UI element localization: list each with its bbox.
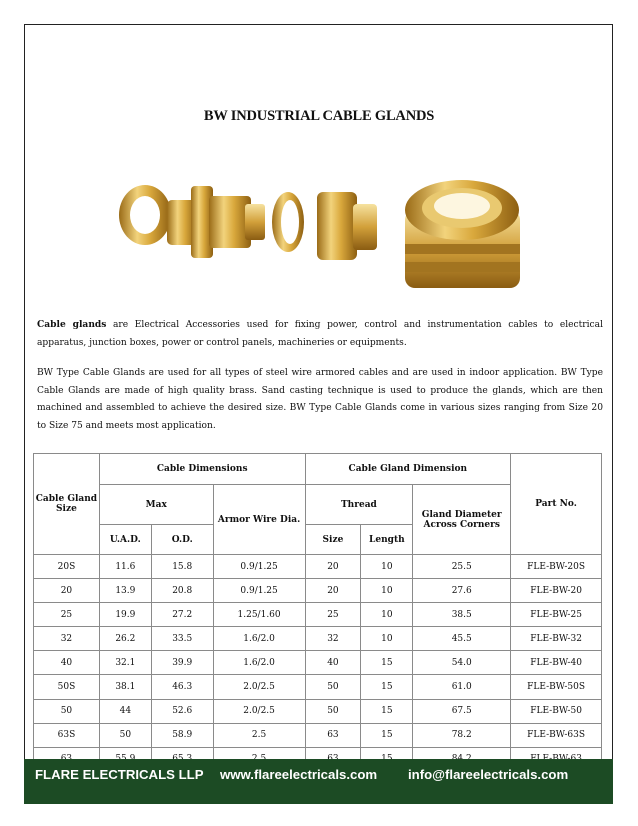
header-thread: Thread [305, 485, 413, 525]
cell-size: 50 [34, 699, 100, 723]
cell-thread-length: 15 [361, 651, 413, 675]
table-row [34, 651, 602, 675]
header-od: O.D. [151, 525, 213, 555]
cell-uad: 11.6 [99, 555, 151, 579]
header-uad: U.A.D. [99, 525, 151, 555]
cell-gland-diameter: 45.5 [413, 627, 511, 651]
cell-od: 20.8 [151, 579, 213, 603]
footer-website[interactable]: www.flareelectricals.com [220, 767, 378, 782]
table-row [34, 723, 602, 747]
table-row [34, 675, 602, 699]
cell-armor: 1.6/2.0 [213, 651, 305, 675]
cell-armor: 2.0/2.5 [213, 675, 305, 699]
cell-thread-size: 50 [305, 675, 361, 699]
cell-thread-size: 32 [305, 627, 361, 651]
cell-od: 52.6 [151, 699, 213, 723]
cell-part-no: FLE-BW-50S [511, 675, 602, 699]
cell-thread-length: 15 [361, 699, 413, 723]
footer-company: FLARE ELECTRICALS LLP [35, 767, 204, 782]
cell-size: 63S [34, 723, 100, 747]
cell-part-no: FLE-BW-63S [511, 723, 602, 747]
intro-paragraph [37, 316, 603, 352]
cell-od: 46.3 [151, 675, 213, 699]
specification-table [33, 453, 602, 772]
cell-thread-size: 63 [305, 723, 361, 747]
cell-size: 40 [34, 651, 100, 675]
header-thread-length: Length [361, 525, 413, 555]
cell-od: 39.9 [151, 651, 213, 675]
cell-uad: 38.1 [99, 675, 151, 699]
cell-od: 58.9 [151, 723, 213, 747]
cell-part-no: FLE-BW-50 [511, 699, 602, 723]
cell-uad: 26.2 [99, 627, 151, 651]
cell-thread-length: 15 [361, 675, 413, 699]
header-thread-size: Size [305, 525, 361, 555]
page-title: BW INDUSTRIAL CABLE GLANDS [203, 108, 435, 124]
cell-uad: 44 [99, 699, 151, 723]
cell-thread-size: 50 [305, 699, 361, 723]
cell-thread-length: 10 [361, 579, 413, 603]
table-row [34, 699, 602, 723]
cell-uad: 50 [99, 723, 151, 747]
header-size: Cable Gland Size [34, 454, 100, 555]
cell-size: 20 [34, 579, 100, 603]
cell-thread-size: 20 [305, 579, 361, 603]
header-gland-diameter: Gland Diameter Across Corners [413, 485, 511, 555]
cell-armor: 1.25/1.60 [213, 603, 305, 627]
cell-part-no: FLE-BW-40 [511, 651, 602, 675]
cell-armor: 2.0/2.5 [213, 699, 305, 723]
intro-text: are Electrical Accessories used for fixing power, control and instrumentation cables to electrical apparatus, junction boxes, power or control panels, machineries or equipments. [37, 320, 603, 348]
cell-size: 20S [34, 555, 100, 579]
cell-gland-diameter: 78.2 [413, 723, 511, 747]
cell-part-no: FLE-BW-32 [511, 627, 602, 651]
cell-thread-size: 25 [305, 603, 361, 627]
header-gland-dimension: Cable Gland Dimension [305, 454, 511, 485]
header-part-no: Part No. [511, 454, 602, 555]
cell-size: 25 [34, 603, 100, 627]
cell-armor: 1.6/2.0 [213, 627, 305, 651]
cell-gland-diameter: 54.0 [413, 651, 511, 675]
cell-gland-diameter: 67.5 [413, 699, 511, 723]
cell-od: 15.8 [151, 555, 213, 579]
cell-gland-diameter: 27.6 [413, 579, 511, 603]
header-armor-wire: Armor Wire Dia. [213, 485, 305, 555]
cell-armor: 2.5 [213, 723, 305, 747]
cell-uad: 13.9 [99, 579, 151, 603]
cell-uad: 32.1 [99, 651, 151, 675]
cell-size: 32 [34, 627, 100, 651]
cell-thread-length: 15 [361, 723, 413, 747]
cell-gland-diameter: 61.0 [413, 675, 511, 699]
table-row [34, 627, 602, 651]
cell-uad: 19.9 [99, 603, 151, 627]
cell-gland-diameter: 25.5 [413, 555, 511, 579]
description-paragraph: BW Type Cable Glands are used for all types of steel wire armored cables and are used in indoor application. BW Type Cable Glands are made of high quality brass. Sand casting technique is used to produce the glands, which are then machined and assembled to achieve the desired size. BW Type Cable Glands come in various sizes ranging from Size 20 to Size 75 and meets most application. [37, 368, 603, 431]
cell-armor: 0.9/1.25 [213, 579, 305, 603]
cell-armor: 0.9/1.25 [213, 555, 305, 579]
cell-thread-size: 20 [305, 555, 361, 579]
cell-thread-length: 10 [361, 627, 413, 651]
table-row [34, 603, 602, 627]
cell-part-no: FLE-BW-20 [511, 579, 602, 603]
table-row [34, 579, 602, 603]
footer-bar [24, 759, 613, 804]
cell-thread-length: 10 [361, 555, 413, 579]
table-row [34, 555, 602, 579]
cell-thread-size: 40 [305, 651, 361, 675]
footer-email[interactable]: info@flareelectricals.com [408, 767, 569, 782]
cable-gland-product-image [105, 170, 525, 300]
cell-od: 33.5 [151, 627, 213, 651]
header-cable-dimensions: Cable Dimensions [99, 454, 305, 485]
cell-part-no: FLE-BW-20S [511, 555, 602, 579]
cell-part-no: FLE-BW-25 [511, 603, 602, 627]
cell-od: 27.2 [151, 603, 213, 627]
cell-size: 50S [34, 675, 100, 699]
intro-lead: Cable glands [37, 319, 107, 330]
cell-gland-diameter: 38.5 [413, 603, 511, 627]
cell-thread-length: 10 [361, 603, 413, 627]
header-max: Max [99, 485, 213, 525]
